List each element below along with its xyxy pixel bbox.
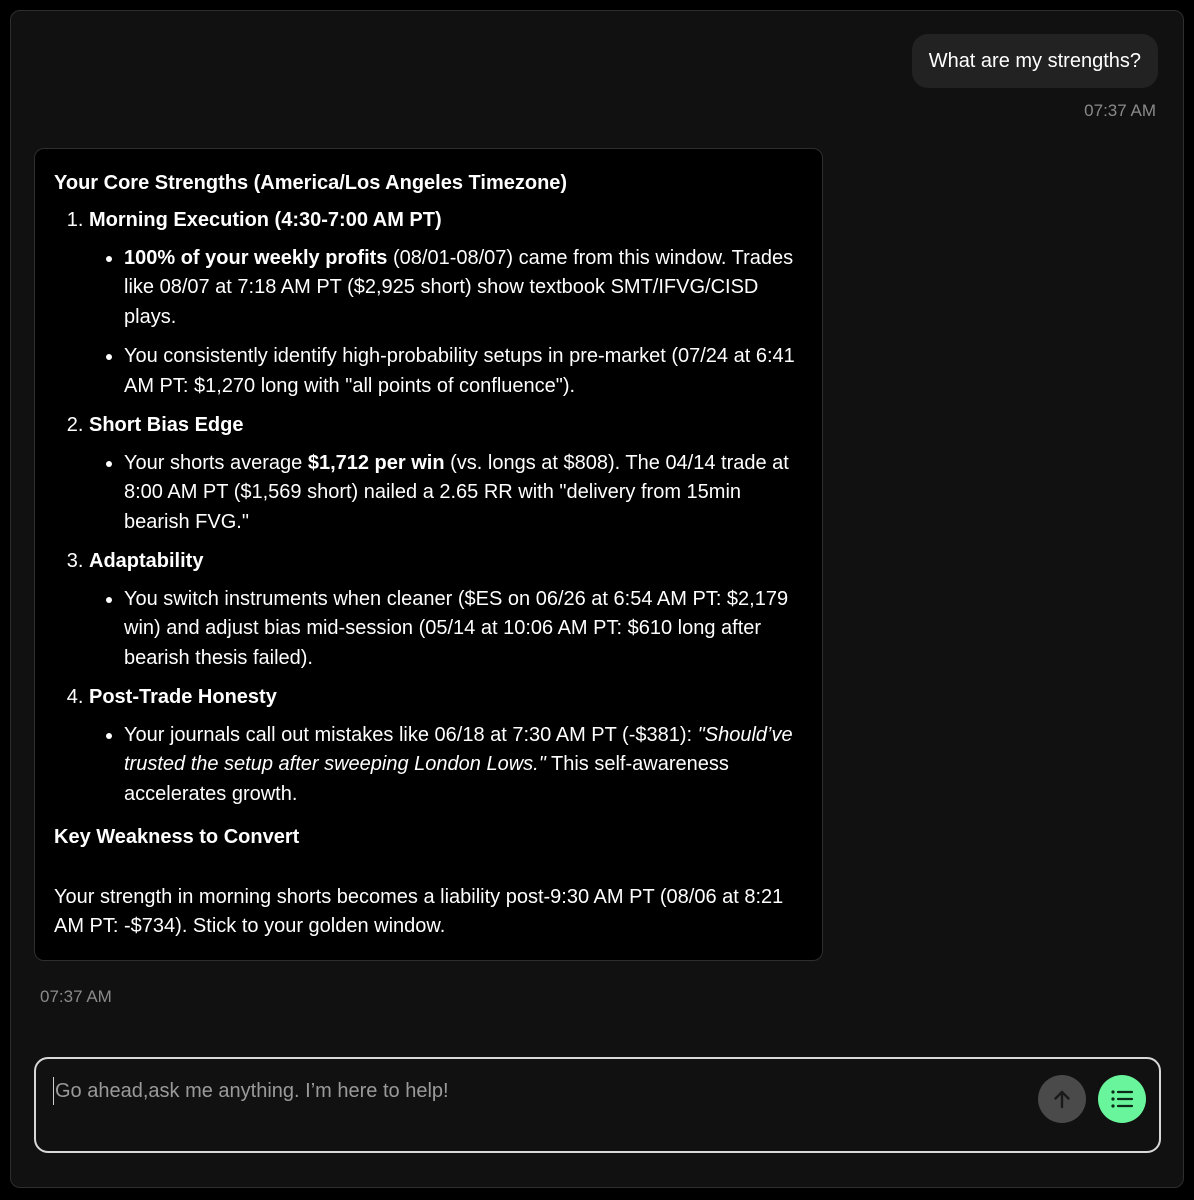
- bullet-text: (08/01-08/07) came from this window. Trades like 08/07 at 7:18 AM PT ($2,925 short) show textbook SMT/IFVG/CISD plays.: [124, 246, 794, 328]
- strength-title: Post-Trade Honesty: [89, 686, 277, 708]
- strength-bullets: [89, 449, 803, 538]
- assistant-message-card: [34, 148, 823, 961]
- bullet-text: You consistently identify high-probability setups in pre-market (07/24 at 6:41 AM PT: $1,270 long with "all points of confluence").: [124, 345, 795, 397]
- strength-item: [89, 206, 803, 401]
- list-icon: [1108, 1085, 1136, 1113]
- strength-title: Short Bias Edge: [89, 414, 244, 436]
- strength-bullets: [89, 585, 803, 674]
- weakness-body: Your strength in morning shorts becomes a liability post-9:30 AM PT (08/06 at 8:21 AM PT: -$734). Stick to your golden window.: [54, 885, 784, 937]
- assistant-message-timestamp: 07:37 AM: [40, 987, 112, 1006]
- menu-list-button[interactable]: [1098, 1075, 1146, 1123]
- bullet: [124, 721, 803, 810]
- strength-item: [89, 547, 803, 673]
- strength-item: [89, 683, 803, 809]
- strength-item: [89, 411, 803, 537]
- bullet-pre: Your shorts average: [124, 451, 308, 474]
- strength-title: Adaptability: [89, 550, 204, 572]
- bullet: [124, 244, 803, 333]
- strengths-list: [54, 206, 803, 809]
- bullet-bold: $1,712 per win: [307, 451, 445, 474]
- chat-window: [10, 10, 1184, 1188]
- arrow-up-icon: [1050, 1087, 1074, 1111]
- user-message-text: What are my strengths?: [928, 50, 1141, 72]
- bullet: [124, 449, 803, 538]
- send-button[interactable]: [1038, 1075, 1086, 1123]
- bullet-bold: 100% of your weekly profits: [124, 246, 388, 269]
- response-title: Your Core Strengths (America/Los Angeles Timezone): [54, 172, 568, 194]
- bullet-text: You switch instruments when cleaner ($ES on 06/26 at 6:54 AM PT: $2,179 win) and adjust bias mid-session (05/14 at 10:06 AM PT: $610 long after bearish thesis failed).: [124, 587, 789, 669]
- user-message-bubble: [912, 34, 1158, 88]
- bullet-italic-quote: "Should’ve trusted the setup after sweeping London Lows.": [124, 723, 793, 775]
- strength-bullets: [89, 244, 803, 402]
- message-input[interactable]: [53, 1077, 1015, 1105]
- user-message-timestamp: 07:37 AM: [1084, 101, 1156, 120]
- bullet-text: (vs. longs at $808). The 04/14 trade at 8:00 AM PT ($1,569 short) nailed a 2.65 RR with "delivery from 15min bearish FVG.": [124, 451, 789, 533]
- strength-bullets: [89, 721, 803, 810]
- bullet: [124, 342, 803, 401]
- weakness-title: Key Weakness to Convert: [54, 826, 300, 848]
- strength-title: Morning Execution (4:30-7:00 AM PT): [89, 209, 442, 231]
- bullet: [124, 585, 803, 674]
- bullet-text: This self-awareness accelerates growth.: [124, 753, 729, 805]
- message-composer: [34, 1057, 1161, 1153]
- bullet-pre: Your journals call out mistakes like 06/18 at 7:30 AM PT (-$381):: [124, 723, 698, 746]
